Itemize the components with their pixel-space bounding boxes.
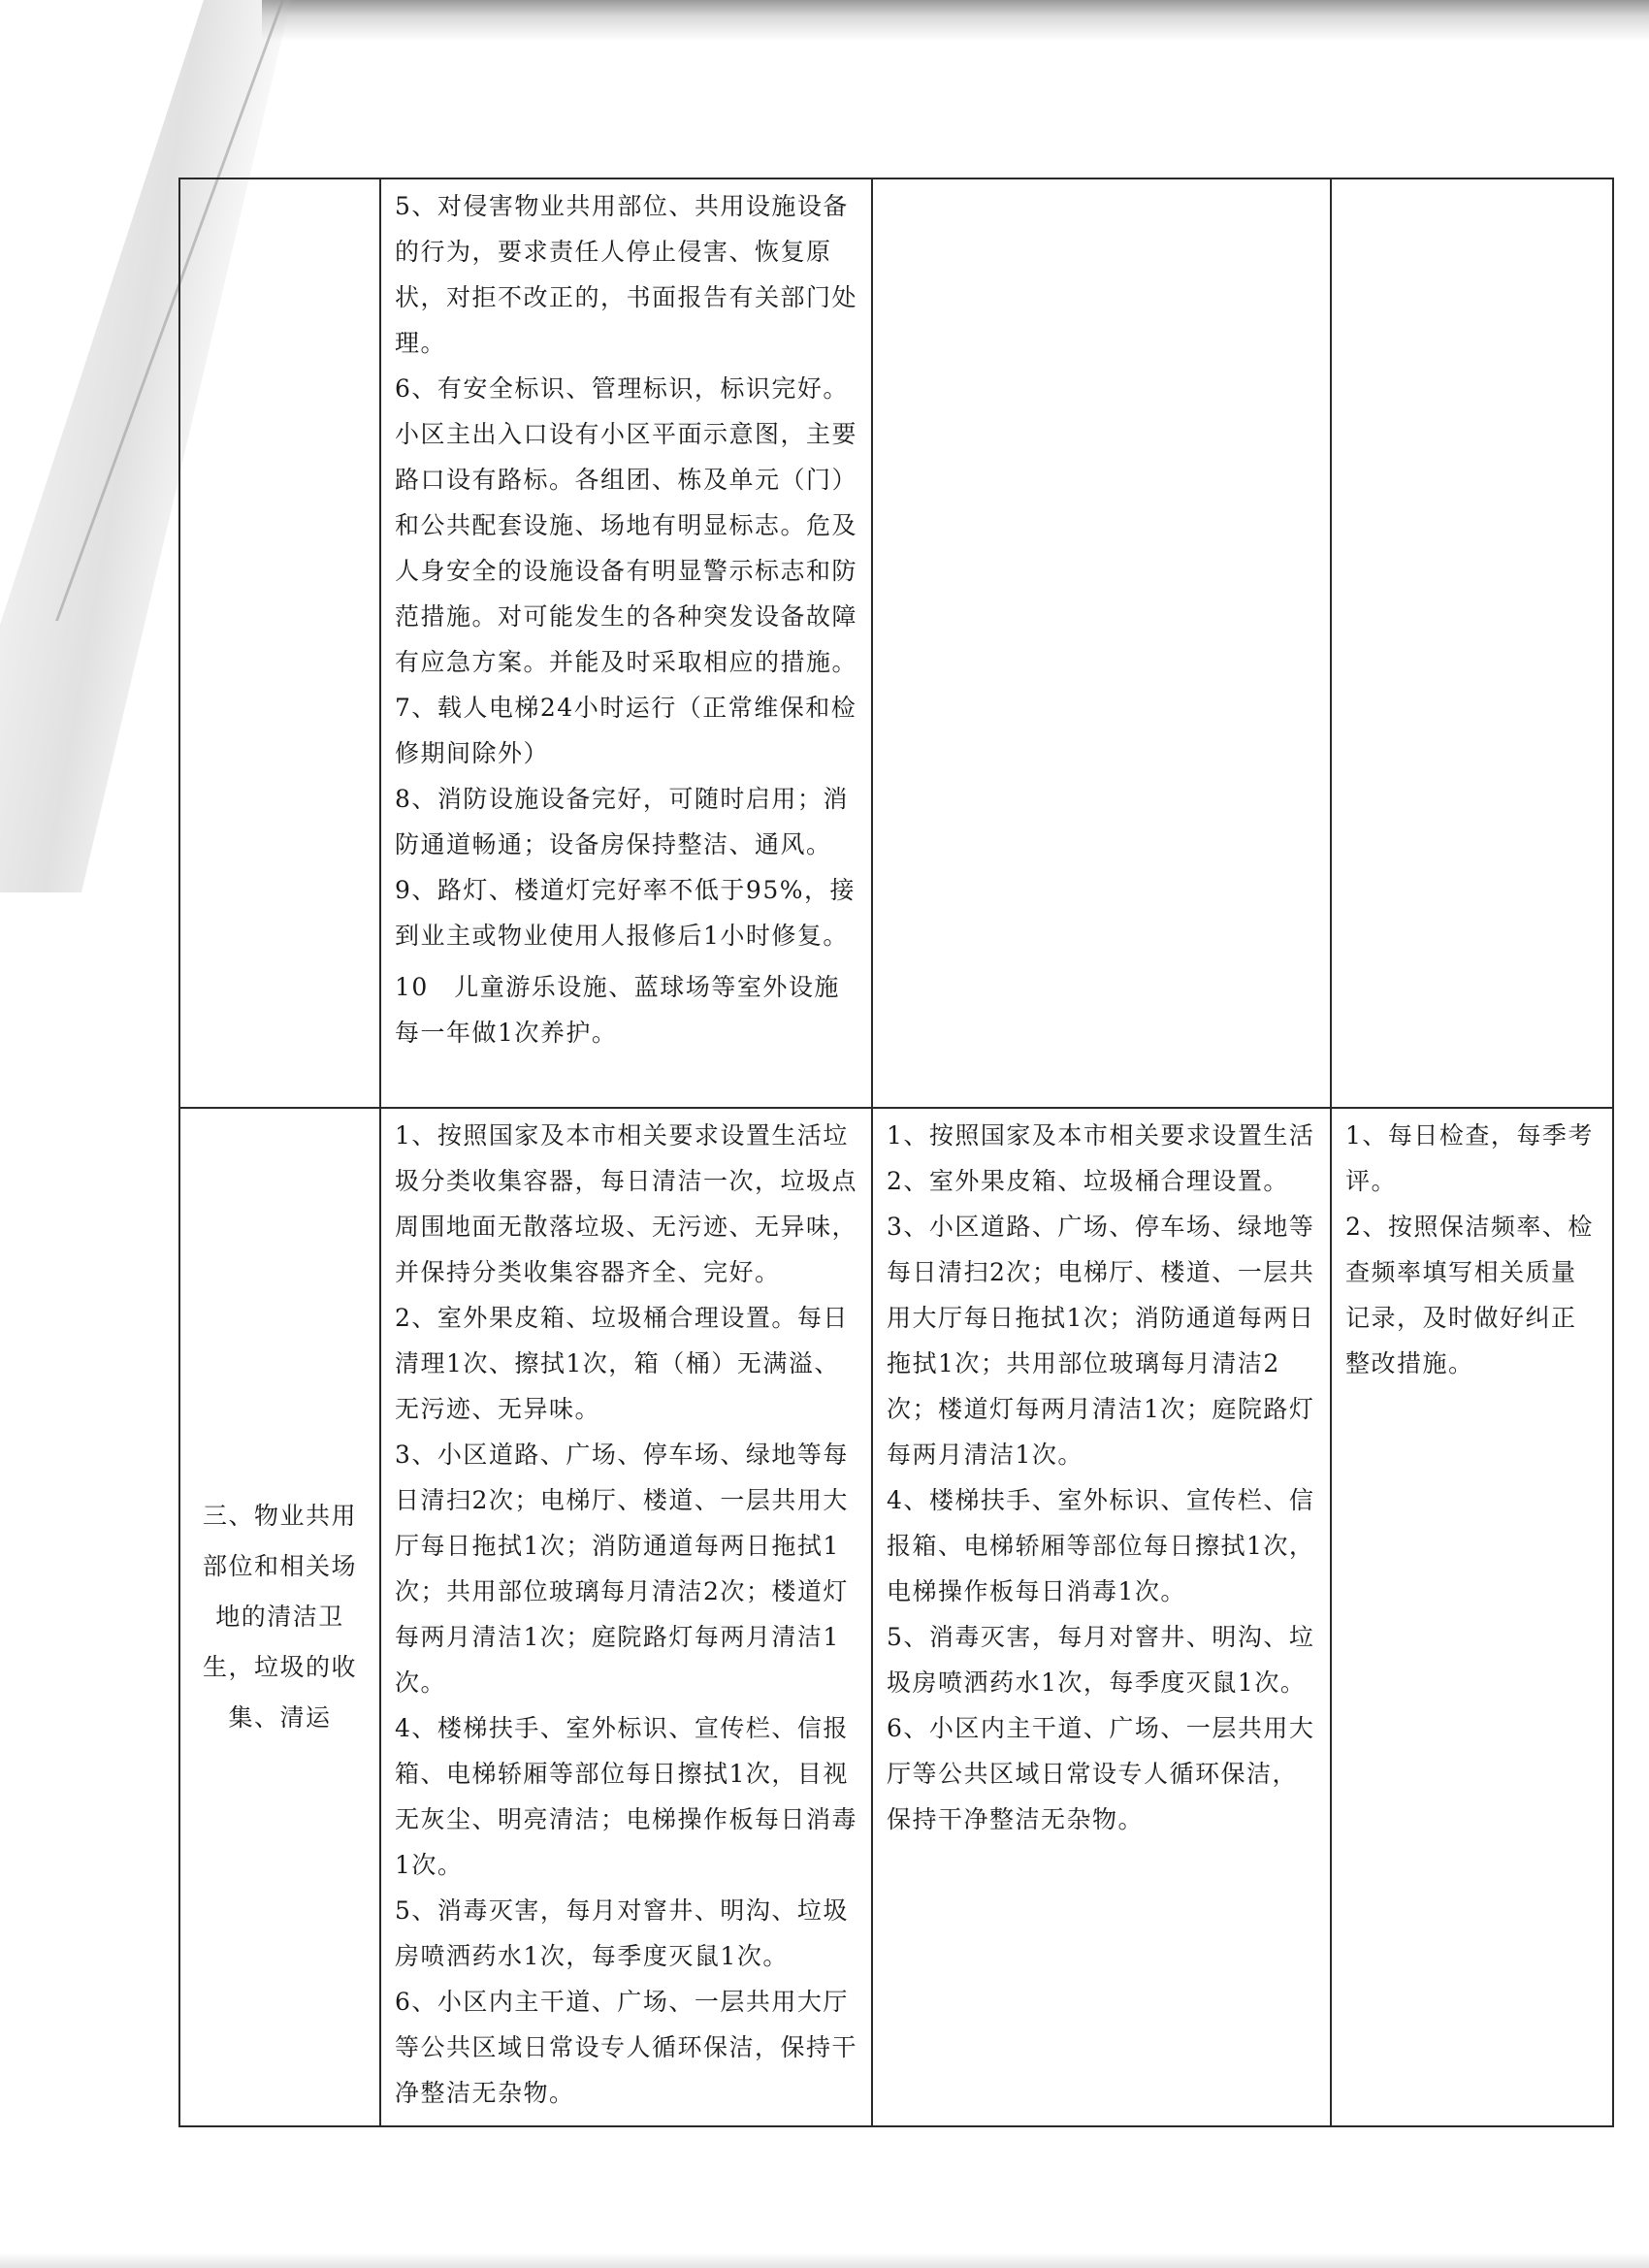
- category-text: 三、物业共用部位和相关场地的清洁卫生，垃圾的收集、清运: [202, 1502, 357, 1732]
- category-cell-upper: [179, 178, 380, 1108]
- scan-top-shadow: [262, 0, 1649, 41]
- standard-cell-lower: [380, 1108, 872, 2126]
- standard-item-7: 7、载人电梯24小时运行（正常维保和检修期间除外）: [395, 694, 857, 767]
- inspection-cell-lower: [1331, 1108, 1613, 2126]
- table-row-lower: [179, 1108, 1613, 2126]
- standard-item-5: 5、消毒灭害，每月对窨井、明沟、垃圾房喷洒药水1次，每季度灭鼠1次。: [395, 1896, 849, 1970]
- standard-item-10: 10 儿童游乐设施、蓝球场等室外设施每一年做1次养护。: [395, 973, 840, 1047]
- requirement-item-4: 4、楼梯扶手、室外标识、宣传栏、信报箱、电梯轿厢等部位每日擦拭1次，电梯操作板每日消毒1次。: [887, 1486, 1315, 1605]
- standard-item-6: 6、小区内主干道、广场、一层共用大厅等公共区域日常设专人循环保洁，保持干净整洁无杂物。: [395, 1988, 858, 2107]
- inspection-item-1: 1、每日检查，每季考评。: [1345, 1121, 1594, 1195]
- table-row-upper: [179, 178, 1613, 1108]
- requirement-item-2: 2、室外果皮箱、垃圾桶合理设置。: [887, 1167, 1289, 1195]
- requirement-item-6: 6、小区内主干道、广场、一层共用大厅等公共区域日常设专人循环保洁，保持干净整洁无杂物。: [887, 1714, 1315, 1833]
- inspection-item-2: 2、按照保洁频率、检查频率填写相关质量记录，及时做好纠正整改措施。: [1345, 1213, 1594, 1377]
- standard-item-8: 8、消防设施设备完好，可随时启用；消防通道畅通；设备房保持整洁、通风。: [395, 785, 849, 859]
- standard-item-3: 3、小区道路、广场、停车场、绿地等每日清扫2次；电梯厅、楼道、一层共用大厅每日拖拭1次；消防通道每两日拖拭1次；共用部位玻璃每月清洁2次；楼道灯每两月清洁1次；庭院路灯每两月清洁1次。: [395, 1441, 849, 1697]
- requirement-cell-upper: [872, 178, 1331, 1108]
- requirement-item-3: 3、小区道路、广场、停车场、绿地等每日清扫2次；电梯厅、楼道、一层共用大厅每日拖拭1次；消防通道每两日拖拭1次；共用部位玻璃每月清洁2次；楼道灯每两月清洁1次；庭院路灯每两月清洁1次。: [887, 1213, 1315, 1469]
- standard-item-9: 9、路灯、楼道灯完好率不低于95%，接到业主或物业使用人报修后1小时修复。: [395, 876, 856, 950]
- scan-bottom-edge: [0, 2252, 1649, 2268]
- standard-item-6: 6、有安全标识、管理标识，标识完好。小区主出入口设有小区平面示意图，主要路口设有路标。各组团、栋及单元（门）和公共配套设施、场地有明显标志。危及人身安全的设施设备有明显警示标志和防范措施。对可能发生的各种突发设备故障有应急方案。并能及时采取相应的措施。: [395, 374, 858, 676]
- requirement-cell-lower: [872, 1108, 1331, 2126]
- standard-item-5: 5、对侵害物业共用部位、共用设施设备的行为，要求责任人停止侵害、恢复原状，对拒不改正的，书面报告有关部门处理。: [395, 192, 858, 357]
- standard-item-4: 4、楼梯扶手、室外标识、宣传栏、信报箱、电梯轿厢等部位每日擦拭1次，目视无灰尘、明亮清洁；电梯操作板每日消毒1次。: [395, 1714, 858, 1879]
- standard-item-2: 2、室外果皮箱、垃圾桶合理设置。每日清理1次、擦拭1次，箱（桶）无满溢、无污迹、无异味。: [395, 1304, 849, 1423]
- inspection-cell-upper: [1331, 178, 1613, 1108]
- standard-cell-upper: [380, 178, 872, 1108]
- category-cell-lower: [179, 1108, 380, 2126]
- standards-table: [178, 178, 1614, 2127]
- standard-item-1: 1、按照国家及本市相关要求设置生活垃圾分类收集容器，每日清洁一次，垃圾点周围地面无散落垃圾、无污迹、无异味，并保持分类收集容器齐全、完好。: [395, 1121, 858, 1286]
- requirement-item-5: 5、消毒灭害，每月对窨井、明沟、垃圾房喷洒药水1次，每季度灭鼠1次。: [887, 1623, 1315, 1697]
- requirement-item-1: 1、按照国家及本市相关要求设置生活: [887, 1121, 1315, 1150]
